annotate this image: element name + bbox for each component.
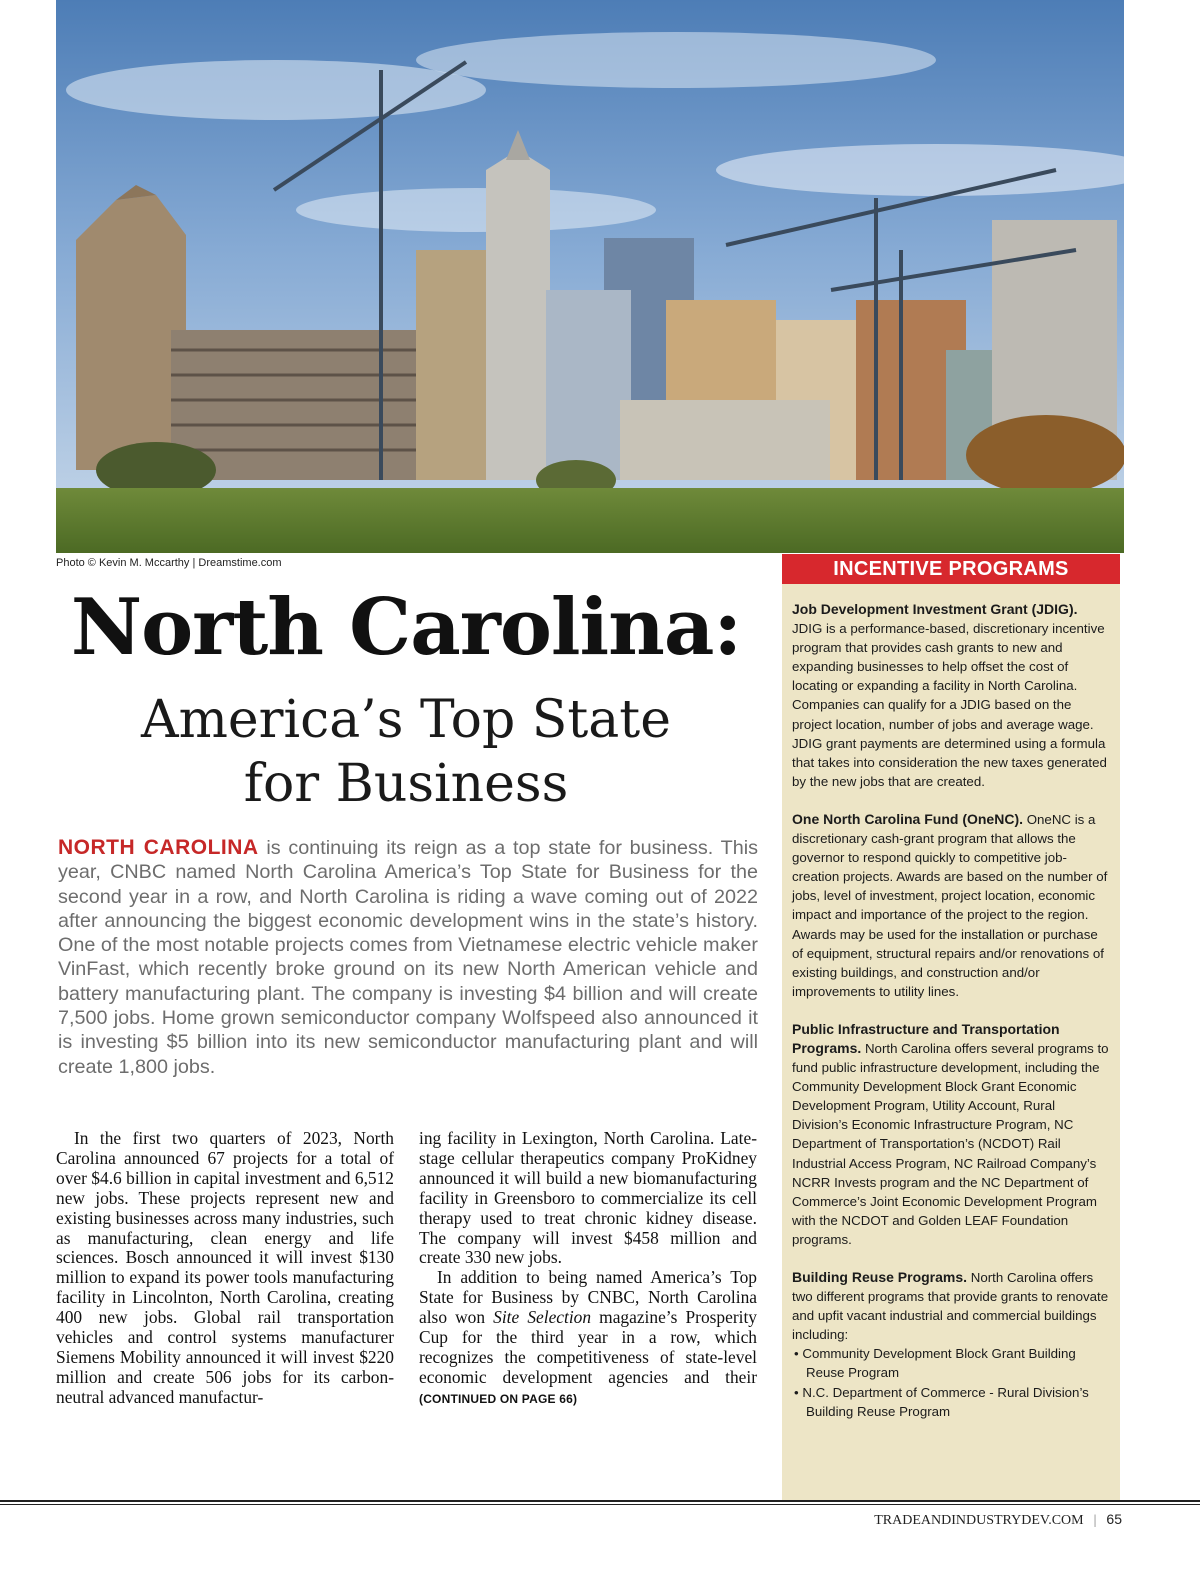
program-name: Job Development Investment Grant (JDIG).: [792, 601, 1078, 617]
photo-credit: Photo © Kevin M. Mccarthy | Dreamstime.com: [56, 557, 282, 569]
footer-site-link[interactable]: TRADEANDINDUSTRYDEV.COM: [874, 1513, 1084, 1528]
list-item: • Community Development Block Grant Building Reuse Program: [794, 1346, 1076, 1381]
footer-rule: [0, 1500, 1200, 1502]
body-paragraph: In the first two quarters of 2023, North Carolina announced 67 projects for a total of over $4.6 billion in capital investment and 6,512 new jobs. These projects represent new and existing businesses across many industries, such as manufacturing, clean energy and life sciences. Bosch announced it will invest $130 million to expand its power tools manufacturing facility in Lincolnton, North Carolina, creating 400 new jobs. Global rail transportation vehicles and control systems manufacturer Siemens Mobility announced it will invest $220 million and create 506 jobs for its carbon-neutral advanced manufactur-: [56, 1128, 394, 1407]
program-text: OneNC is a discretionary cash-grant program that allows the governor to respond quickly to competitive job-creation projects. Awards are based on the number of jobs, level of investment, project location, economic impact and importance of the project to the region. Awards may be used for the installation or purchase of equipment, structural repairs and/or renovations of existing buildings, and construction and/or improvements to utility lines.: [792, 811, 1108, 999]
program-name: One North Carolina Fund (OneNC).: [792, 810, 1023, 827]
article-title: North Carolina:: [70, 582, 742, 673]
body-paragraph: [419, 1268, 757, 1409]
intro-lead: NORTH CAROLINA: [58, 836, 259, 859]
body-text: In addition to being named America’s Top State for Business by CNBC, North Carolina also won: [419, 1267, 757, 1328]
list-item: • N.C. Department of Commerce - Rural Division’s Building Reuse Program: [794, 1384, 1089, 1419]
program-name: Building Reuse Programs.: [792, 1269, 968, 1285]
program-text: North Carolina offers several programs to fund public infrastructure development, including the Community Development Block Grant Economic Development Program, Utility Account, Rural Division’s Economic Infrastructure Program, NC Department of Transportation’s (NCDOT) Rail Industrial Access Program, NC Railroad Company’s NCRR Invests program and the NC Department of Commerce’s Joint Economic Development Program with the NCDOT and Golden LEAF Foundation programs.: [792, 1040, 1109, 1247]
subtitle-line: for Business: [243, 754, 569, 814]
sidebar-body: [782, 584, 1120, 1421]
intro-paragraph: [58, 836, 758, 1079]
continued-link[interactable]: (CONTINUED ON PAGE 66): [419, 1391, 578, 1406]
program-text: North Carolina offers two different programs that provide grants to renovate and upfit vacant industrial and commercial buildings including:: [792, 1270, 1109, 1343]
intro-text: is continuing its reign as a top state for business. This year, CNBC named North Carolina America’s Top State for Business for the second year in a row, and North Carolina is riding a wave coming out of 2022 after announcing the biggest economic development wins in the state’s history. One of the most notable projects comes from Vietnamese electric vehicle maker VinFast, which recently broke ground on its new North American vehicle and battery manufacturing plant. The company is investing $4 billion and will create 7,500 jobs. Home grown semiconductor company Wolfspeed also announced it is investing $5 billion into its new semiconductor manufacturing plant and will create 1,800 jobs.: [58, 837, 758, 1078]
article-subtitle: [56, 688, 756, 816]
sidebar-header: INCENTIVE PROGRAMS: [782, 554, 1120, 584]
program-infrastructure: [792, 1020, 1110, 1249]
body-paragraph: ing facility in Lexington, North Carolina. Late-stage cellular therapeutics company ProKidney announced it will build a new biomanufacturing facility in Greensboro to commercialize its cell therapy used to treat chronic kidney disease. The company will invest $458 million and create 330 new jobs.: [419, 1128, 757, 1268]
magazine-name: Site Selection: [493, 1307, 592, 1328]
program-text: JDIG is a performance-based, discretionary incentive program that provides cash grants to new and expanding businesses to help offset the cost of locating or expanding a facility in North Carolina. Companies can qualify for a JDIG based on the project location, number of jobs and average wage. JDIG grant payments are determined using a formula that takes into consideration the new taxes generated by the new jobs that are created.: [792, 621, 1107, 789]
subtitle-line: America’s Top State: [141, 690, 671, 750]
body-column-2: [419, 1129, 757, 1410]
body-text: magazine’s Prosperity Cup for the third year in a row, which recognizes the competitiveness of state-level economic development agencies and their: [419, 1307, 757, 1387]
page-number: 65: [1106, 1511, 1122, 1527]
program-building-reuse: [792, 1268, 1110, 1421]
program-onenc: [792, 810, 1110, 1001]
footer-separator: |: [1093, 1513, 1097, 1528]
body-column-1: [56, 1129, 394, 1408]
incentive-programs-sidebar: [782, 554, 1120, 1500]
page-footer: [874, 1511, 1122, 1529]
program-bullet-list: [792, 1344, 1110, 1420]
skyline-photo: [56, 0, 1124, 553]
program-name: Public Infrastructure and Transportation Programs.: [792, 1020, 1060, 1056]
footer-rule: [0, 1504, 1200, 1505]
program-jdig: [792, 600, 1110, 791]
